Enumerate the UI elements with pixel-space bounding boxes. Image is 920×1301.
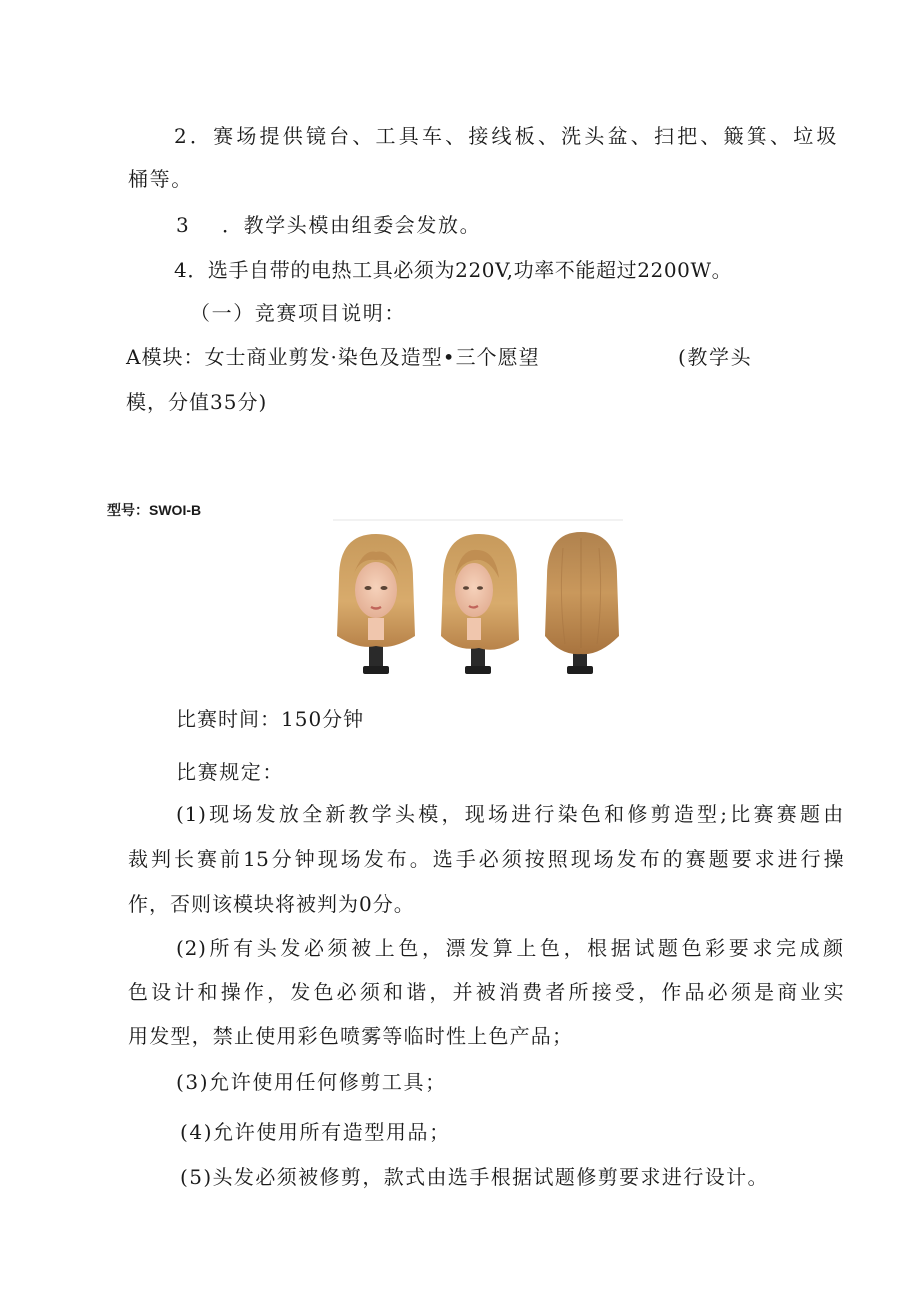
mannequin-heads-image <box>333 518 623 682</box>
item-3-number: 3 <box>176 213 191 237</box>
item-3-text: ．教学头模由组委会发放。 <box>222 213 482 237</box>
rule-1-line-1: (1)现场发放全新教学头模，现场进行染色和修剪造型;比赛赛题由 <box>176 802 844 826</box>
section-heading: （一）竞赛项目说明： <box>190 301 406 325</box>
mannequin-photo-strip <box>333 518 623 682</box>
rule-3: (3)允许使用任何修剪工具； <box>176 1070 447 1094</box>
mannequin-side-view <box>441 534 519 674</box>
module-a-title: A模块：女士商业剪发·染色及造型•三个愿望 <box>126 345 540 369</box>
competition-time: 比赛时间：150分钟 <box>176 707 365 731</box>
mannequin-front-view <box>337 534 415 674</box>
rule-2-line-1: (2)所有头发必须被上色，漂发算上色，根据试题色彩要求完成颜 <box>176 936 844 960</box>
rule-2-line-2: 色设计和操作，发色必须和谐，并被消费者所接受，作品必须是商业实 <box>128 980 844 1004</box>
module-a-note-part-1: (教学头 <box>678 345 753 369</box>
item-4: 4．选手自带的电热工具必须为220V,功率不能超过2200W。 <box>174 258 733 282</box>
rule-5: (5)头发必须被修剪，款式由选手根据试题修剪要求进行设计。 <box>180 1165 769 1189</box>
rule-4: (4)允许使用所有造型用品； <box>180 1120 451 1144</box>
rule-1-line-2: 裁判长赛前15分钟现场发布。选手必须按照现场发布的赛题要求进行操 <box>128 847 844 871</box>
rule-2-line-3: 用发型，禁止使用彩色喷雾等临时性上色产品； <box>128 1024 574 1048</box>
item-2-line-1: 2．赛场提供镜台、工具车、接线板、洗头盆、扫把、簸箕、垃圾 <box>174 124 838 148</box>
rules-heading: 比赛规定： <box>176 760 284 784</box>
rule-1-line-3: 作，否则该模块将被判为0分。 <box>128 892 415 916</box>
model-label: 型号：SWOI-B <box>107 502 202 518</box>
item-2-line-2: 桶等。 <box>128 167 193 191</box>
mannequin-back-view <box>545 532 619 674</box>
module-a-note-part-2: 模，分值35分) <box>126 390 268 414</box>
